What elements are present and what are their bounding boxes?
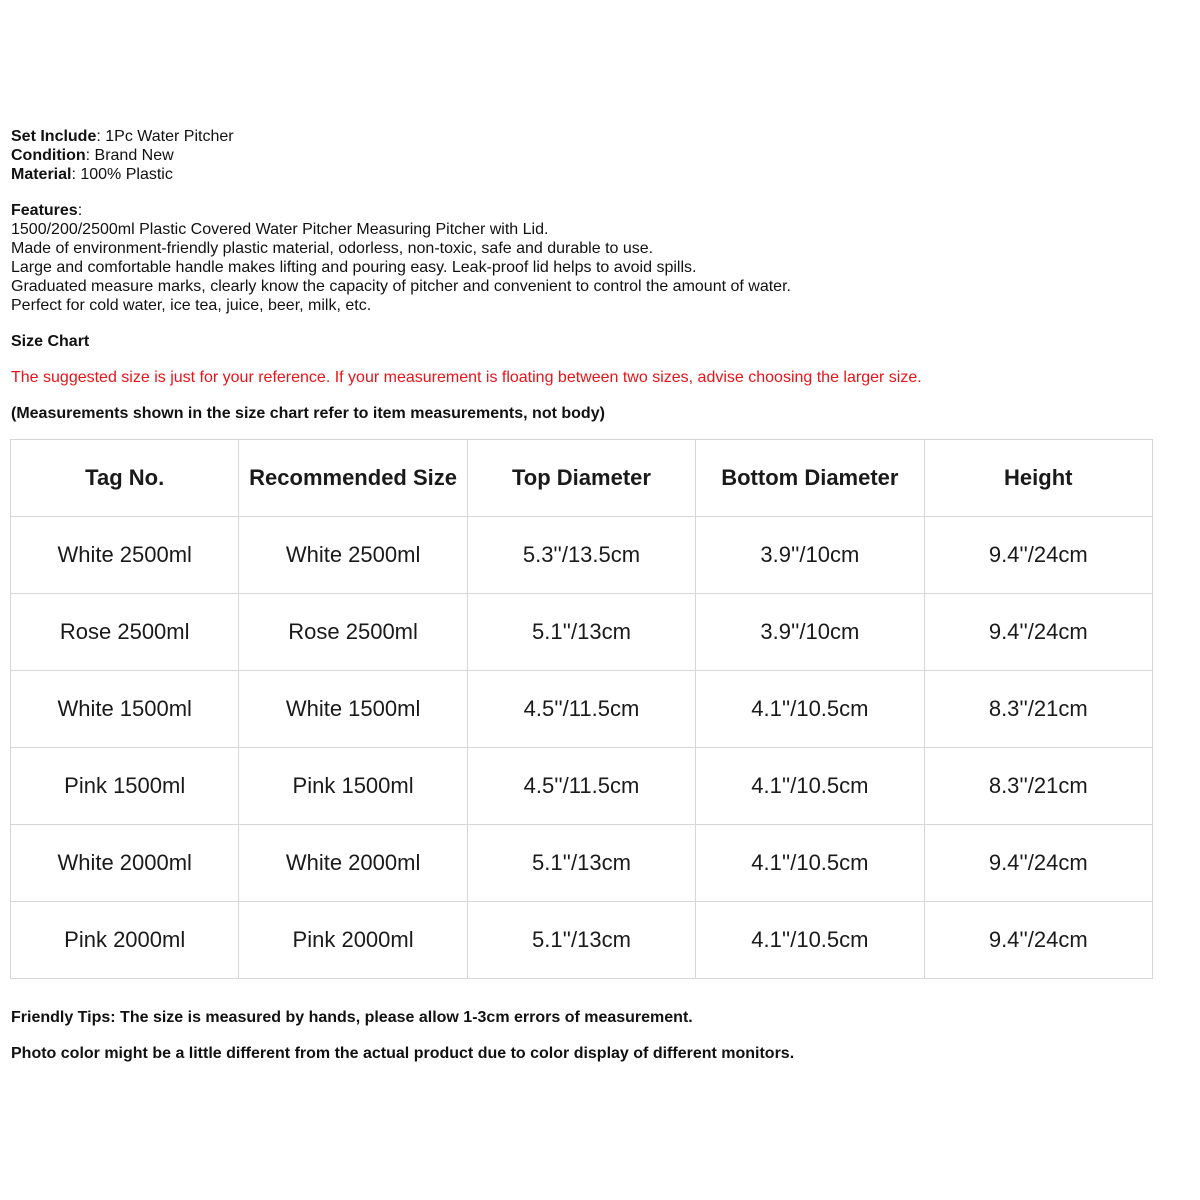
- table-cell: 9.4''/24cm: [924, 517, 1152, 594]
- table-cell: White 2000ml: [239, 825, 467, 902]
- table-cell: White 1500ml: [239, 671, 467, 748]
- color-disclaimer: Photo color might be a little different from the actual product due to color display of different monitors.: [11, 1045, 795, 1062]
- table-cell: Pink 1500ml: [11, 748, 239, 825]
- size-chart-table: [10, 439, 1153, 979]
- table-cell: 8.3''/21cm: [924, 748, 1152, 825]
- size-notice: The suggested size is just for your reference. If your measurement is floating between two sizes, advise choosing the larger size.: [11, 369, 922, 386]
- spec-label: Material: [11, 166, 72, 183]
- table-row: [11, 671, 1153, 748]
- friendly-tips: Friendly Tips: The size is measured by hands, please allow 1-3cm errors of measurement.: [11, 1009, 693, 1026]
- table-cell: Pink 1500ml: [239, 748, 467, 825]
- feature-line: Perfect for cold water, ice tea, juice, beer, milk, etc.: [11, 297, 372, 314]
- spec-material: [11, 165, 234, 184]
- header-bottom-diameter: Bottom Diameter: [696, 440, 924, 517]
- table-cell: 8.3''/21cm: [924, 671, 1152, 748]
- spec-label: Set Include: [11, 128, 97, 145]
- table-cell: 4.5''/11.5cm: [467, 748, 695, 825]
- table-cell: 4.1''/10.5cm: [696, 671, 924, 748]
- table-header-row: [11, 440, 1153, 517]
- features-colon: :: [77, 202, 83, 219]
- feature-line: Graduated measure marks, clearly know the capacity of pitcher and convenient to control the amount of water.: [11, 278, 791, 295]
- header-height: Height: [924, 440, 1152, 517]
- table-cell: 4.1''/10.5cm: [696, 902, 924, 979]
- table-cell: 4.1''/10.5cm: [696, 825, 924, 902]
- table-cell: 5.1''/13cm: [467, 594, 695, 671]
- table-cell: White 1500ml: [11, 671, 239, 748]
- table-row: [11, 748, 1153, 825]
- table-cell: White 2500ml: [239, 517, 467, 594]
- features-label: Features: [11, 202, 78, 219]
- feature-line: Made of environment-friendly plastic material, odorless, non-toxic, safe and durable to use.: [11, 240, 654, 257]
- table-cell: 9.4''/24cm: [924, 594, 1152, 671]
- table-cell: 4.1''/10.5cm: [696, 748, 924, 825]
- table-cell: 4.5''/11.5cm: [467, 671, 695, 748]
- table-cell: 3.9''/10cm: [696, 517, 924, 594]
- table-cell: White 2500ml: [11, 517, 239, 594]
- table-cell: Rose 2500ml: [11, 594, 239, 671]
- header-tag-no: Tag No.: [11, 440, 239, 517]
- table-cell: White 2000ml: [11, 825, 239, 902]
- table-cell: 5.1''/13cm: [467, 902, 695, 979]
- spec-label: Condition: [11, 147, 86, 164]
- table-cell: Pink 2000ml: [239, 902, 467, 979]
- table-cell: 9.4''/24cm: [924, 902, 1152, 979]
- table-cell: 9.4''/24cm: [924, 825, 1152, 902]
- table-cell: 3.9''/10cm: [696, 594, 924, 671]
- spec-set-include: [11, 127, 234, 146]
- size-chart-title: Size Chart: [11, 333, 90, 350]
- measurement-note: (Measurements shown in the size chart refer to item measurements, not body): [11, 405, 605, 422]
- product-specs: [11, 127, 234, 184]
- table-cell: Pink 2000ml: [11, 902, 239, 979]
- feature-line: 1500/200/2500ml Plastic Covered Water Pitcher Measuring Pitcher with Lid.: [11, 221, 549, 238]
- spec-condition: [11, 146, 234, 165]
- table-cell: Rose 2500ml: [239, 594, 467, 671]
- features-section: [11, 201, 791, 315]
- table-row: [11, 825, 1153, 902]
- table-cell: 5.1''/13cm: [467, 825, 695, 902]
- table-row: [11, 902, 1153, 979]
- table-row: [11, 594, 1153, 671]
- header-top-diameter: Top Diameter: [467, 440, 695, 517]
- spec-value: : Brand New: [85, 147, 174, 164]
- header-recommended-size: Recommended Size: [239, 440, 467, 517]
- features-heading: [11, 201, 791, 220]
- spec-value: : 100% Plastic: [71, 166, 173, 183]
- feature-line: Large and comfortable handle makes lifting and pouring easy. Leak-proof lid helps to avoid spills.: [11, 259, 697, 276]
- table-cell: 5.3''/13.5cm: [467, 517, 695, 594]
- spec-value: : 1Pc Water Pitcher: [96, 128, 234, 145]
- table-row: [11, 517, 1153, 594]
